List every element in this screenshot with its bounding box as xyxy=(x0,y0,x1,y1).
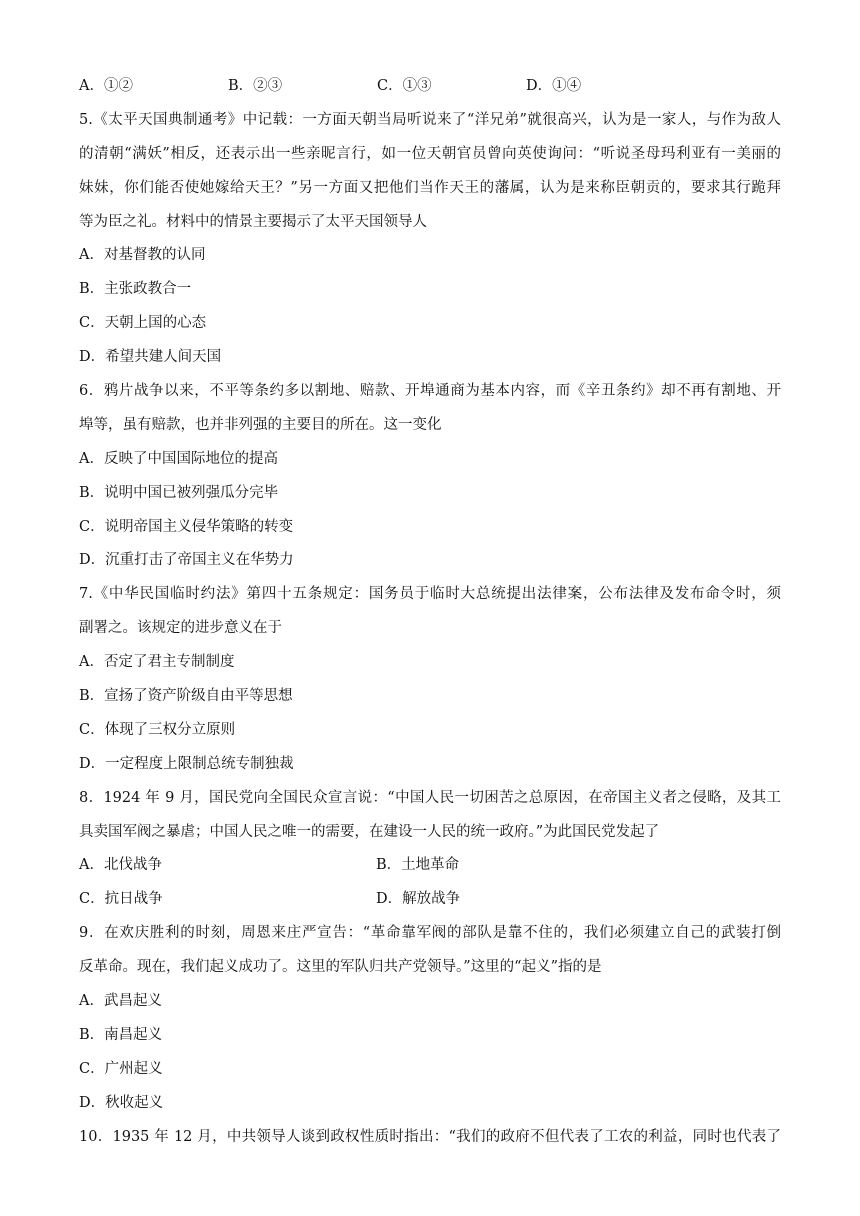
question-5 xyxy=(79,104,781,375)
q10-stem-line: 10．1935 年 12 月，中共领导人谈到政权性质时指出：“我们的政府不但代表了工农的利益，同时也代表了 xyxy=(79,1128,781,1145)
q5-stem-line: 妹妹，你们能否使她嫁给天王？”另一方面又把他们当作天王的藩属，认为是来称臣朝贡的，要求其行跪拜 xyxy=(79,179,781,196)
q8-options-row-2 xyxy=(79,883,781,917)
q5-option-d[interactable]: D．希望共建人间天国 xyxy=(79,349,222,366)
q8-stem-line: 8．1924 年 9 月，国民党向全国民众宣言说：“中国人民一切困苦之总原因，在帝国主义者之侵略，及其工 xyxy=(79,789,781,806)
q8-option-d[interactable]: D．解放战争 xyxy=(376,891,461,908)
q6-stem-line: 埠等，虽有赔款，也并非列强的主要目的所在。这一变化 xyxy=(79,416,442,433)
q5-stem-line: 5.《太平天国典制通考》中记载：一方面天朝当局听说来了“洋兄弟”就很高兴，认为是一家人，与作为敌人 xyxy=(79,111,781,128)
q9-stem-line: 反革命。现在，我们起义成功了。这里的军队归共产党领导。”这里的“起义”指的是 xyxy=(79,959,602,976)
q7-option-d[interactable]: D．一定程度上限制总统专制独裁 xyxy=(79,755,294,772)
q7-stem-line: 副署之。该规定的进步意义在于 xyxy=(79,620,282,637)
q6-option-d[interactable]: D．沉重打击了帝国主义在华势力 xyxy=(79,552,294,569)
q8-option-b[interactable]: B．土地革命 xyxy=(376,857,460,874)
q4-option-a[interactable]: A．①② xyxy=(79,78,133,94)
q4-option-b[interactable]: B．②③ xyxy=(228,78,283,94)
q7-option-c[interactable]: C．体现了三权分立原则 xyxy=(79,721,236,738)
question-8 xyxy=(79,782,781,918)
q7-option-b[interactable]: B．宣扬了资产阶级自由平等思想 xyxy=(79,688,293,705)
q5-option-a[interactable]: A．对基督教的认同 xyxy=(79,247,206,264)
q5-option-b[interactable]: B．主张政教合一 xyxy=(79,281,192,298)
q5-option-c[interactable]: C．天朝上国的心态 xyxy=(79,315,207,332)
q7-stem-line: 7.《中华民国临时约法》第四十五条规定：国务员于临时大总统提出法律案，公布法律及发布命令时，须 xyxy=(79,586,781,603)
exam-page xyxy=(79,70,781,1155)
question-6 xyxy=(79,375,781,578)
q4-options xyxy=(79,70,781,104)
question-7 xyxy=(79,578,781,781)
question-9 xyxy=(79,917,781,1120)
q9-option-d[interactable]: D．秋收起义 xyxy=(79,1094,164,1111)
q7-option-a[interactable]: A．否定了君主专制制度 xyxy=(79,654,235,671)
q6-option-a[interactable]: A．反映了中国国际地位的提高 xyxy=(79,450,278,467)
q5-stem-line: 的清朝“满妖”相反，还表示出一些亲昵言行，如一位天朝官员曾向英使询问：“听说圣母玛利亚有一美丽的 xyxy=(79,145,781,162)
q9-option-b[interactable]: B．南昌起义 xyxy=(79,1026,163,1043)
q8-option-c[interactable]: C．抗日战争 xyxy=(79,891,163,908)
q9-option-a[interactable]: A．武昌起义 xyxy=(79,993,162,1010)
q6-option-b[interactable]: B．说明中国已被列强瓜分完毕 xyxy=(79,484,279,501)
q5-stem-line: 等为臣之礼。材料中的情景主要揭示了太平天国领导人 xyxy=(79,213,427,230)
q6-option-c[interactable]: C．说明帝国主义侵华策略的转变 xyxy=(79,518,294,535)
q8-option-a[interactable]: A．北伐战争 xyxy=(79,857,162,874)
q4-option-c[interactable]: C．①③ xyxy=(377,78,432,94)
q8-options-row-1 xyxy=(79,849,781,883)
q8-stem-line: 具卖国军阀之暴虐；中国人民之唯一的需要，在建设一人民的统一政府。”为此国民党发起了 xyxy=(79,823,660,840)
question-10 xyxy=(79,1121,781,1155)
q4-option-d[interactable]: D．①④ xyxy=(526,78,582,94)
q9-option-c[interactable]: C．广州起义 xyxy=(79,1060,163,1077)
q9-stem-line: 9．在欢庆胜利的时刻，周恩来庄严宣告：“革命靠军阀的部队是靠不住的，我们必须建立自己的武装打倒 xyxy=(79,925,781,942)
q6-stem-line: 6．鸦片战争以来，不平等条约多以割地、赔款、开埠通商为基本内容，而《辛丑条约》却不再有割地、开 xyxy=(79,383,781,400)
